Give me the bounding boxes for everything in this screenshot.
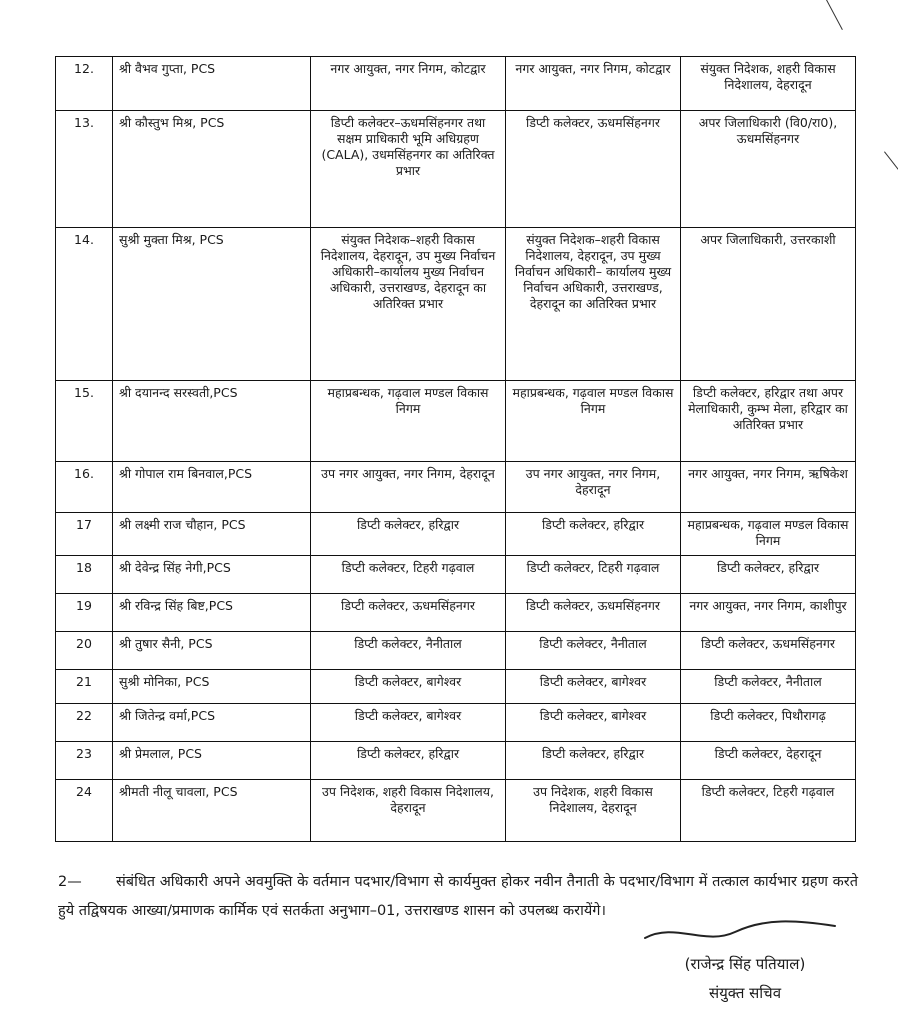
row-number: 21	[56, 670, 113, 704]
table-row	[56, 513, 856, 556]
new-posting: डिप्टी कलेक्टर, देहरादून	[681, 742, 856, 780]
row-number: 20	[56, 632, 113, 670]
row-number: 24	[56, 780, 113, 842]
officer-name: श्री तुषार सैनी, PCS	[113, 632, 311, 670]
signature-mark	[635, 912, 845, 952]
new-posting: महाप्रबन्धक, गढ़वाल मण्डल विकास निगम	[681, 513, 856, 556]
table-row	[56, 704, 856, 742]
officer-name: सुश्री मोनिका, PCS	[113, 670, 311, 704]
current-post: उप निदेशक, शहरी विकास निदेशालय, देहरादून	[311, 780, 506, 842]
current-post: महाप्रबन्धक, गढ़वाल मण्डल विकास निगम	[311, 381, 506, 462]
officer-name: श्री दयानन्द सरस्वती,PCS	[113, 381, 311, 462]
new-posting: संयुक्त निदेशक, शहरी विकास निदेशालय, देहरादून	[681, 57, 856, 111]
officer-name: श्री देवेन्द्र सिंह नेगी,PCS	[113, 556, 311, 594]
current-post-corrected: डिप्टी कलेक्टर, टिहरी गढ़वाल	[506, 556, 681, 594]
row-number: 16.	[56, 462, 113, 513]
transfer-orders-table	[55, 56, 856, 842]
transfer-orders-body	[56, 57, 856, 842]
current-post: डिप्टी कलेक्टर, नैनीताल	[311, 632, 506, 670]
table-row	[56, 462, 856, 513]
new-posting: नगर आयुक्त, नगर निगम, काशीपुर	[681, 594, 856, 632]
current-post: डिप्टी कलेक्टर, बागेश्वर	[311, 704, 506, 742]
current-post: डिप्टी कलेक्टर, हरिद्वार	[311, 742, 506, 780]
row-number: 14.	[56, 228, 113, 381]
officer-name: श्री लक्ष्मी राज चौहान, PCS	[113, 513, 311, 556]
table-row	[56, 742, 856, 780]
current-post-corrected: उप नगर आयुक्त, नगर निगम, देहरादून	[506, 462, 681, 513]
current-post: संयुक्त निदेशक–शहरी विकास निदेशालय, देहरादून, उप मुख्य निर्वाचन अधिकारी–कार्यालय मुख्य निर्वाचन अधिकारी, उत्तराखण्ड, देहरादून का अतिरिक्त प्रभार	[311, 228, 506, 381]
officer-name: श्री जितेन्द्र वर्मा,PCS	[113, 704, 311, 742]
officer-name: श्री वैभव गुप्ता, PCS	[113, 57, 311, 111]
current-post: डिप्टी कलेक्टर, बागेश्वर	[311, 670, 506, 704]
current-post-corrected: डिप्टी कलेक्टर, नैनीताल	[506, 632, 681, 670]
current-post-corrected: डिप्टी कलेक्टर, बागेश्वर	[506, 704, 681, 742]
table-row	[56, 556, 856, 594]
current-post-corrected: डिप्टी कलेक्टर, ऊधमसिंहनगर	[506, 111, 681, 228]
current-post-corrected: महाप्रबन्धक, गढ़वाल मण्डल विकास निगम	[506, 381, 681, 462]
officer-name: श्री गोपाल राम बिनवाल,PCS	[113, 462, 311, 513]
current-post: डिप्टी कलेक्टर, ऊधमसिंहनगर	[311, 594, 506, 632]
new-posting: डिप्टी कलेक्टर, टिहरी गढ़वाल	[681, 780, 856, 842]
officer-name: श्री रविन्द्र सिंह बिष्ट,PCS	[113, 594, 311, 632]
new-posting: डिप्टी कलेक्टर, नैनीताल	[681, 670, 856, 704]
current-post: नगर आयुक्त, नगर निगम, कोटद्वार	[311, 57, 506, 111]
table-row	[56, 780, 856, 842]
row-number: 12.	[56, 57, 113, 111]
scan-edge-mark-right	[884, 151, 898, 180]
new-posting: डिप्टी कलेक्टर, पिथौरागढ़	[681, 704, 856, 742]
table-row	[56, 381, 856, 462]
row-number: 17	[56, 513, 113, 556]
current-post: उप नगर आयुक्त, नगर निगम, देहरादून	[311, 462, 506, 513]
current-post: डिप्टी कलेक्टर, हरिद्वार	[311, 513, 506, 556]
row-number: 18	[56, 556, 113, 594]
table-row	[56, 632, 856, 670]
current-post-corrected: उप निदेशक, शहरी विकास निदेशालय, देहरादून	[506, 780, 681, 842]
officer-name: श्रीमती नीलू चावला, PCS	[113, 780, 311, 842]
paragraph-text: संबंधित अधिकारी अपने अवमुक्ति के वर्तमान पदभार/विभाग से कार्यमुक्त होकर नवीन तैनाती के पदभार/विभाग में तत्काल कार्यभार ग्रहण करते हुये तद्विषयक आख्या/प्रमाणक कार्मिक एवं सतर्कता अनुभाग–01, उत्तराखण्ड शासन को उपलब्ध करायेंगे।	[58, 874, 858, 919]
new-posting: नगर आयुक्त, नगर निगम, ऋषिकेश	[681, 462, 856, 513]
table-row	[56, 228, 856, 381]
current-post: डिप्टी कलेक्टर, टिहरी गढ़वाल	[311, 556, 506, 594]
new-posting: अपर जिलाधिकारी, उत्तरकाशी	[681, 228, 856, 381]
current-post-corrected: संयुक्त निदेशक–शहरी विकास निदेशालय, देहरादून, उप मुख्य निर्वाचन अधिकारी– कार्यालय मुख्य निर्वाचन अधिकारी, उत्तराखण्ड, देहरादून का अतिरिक्त प्रभार	[506, 228, 681, 381]
current-post-corrected: डिप्टी कलेक्टर, हरिद्वार	[506, 742, 681, 780]
table-row	[56, 670, 856, 704]
table-row	[56, 57, 856, 111]
current-post-corrected: डिप्टी कलेक्टर, हरिद्वार	[506, 513, 681, 556]
row-number: 19	[56, 594, 113, 632]
scan-edge-mark-top	[826, 0, 843, 30]
new-posting: डिप्टी कलेक्टर, ऊधमसिंहनगर	[681, 632, 856, 670]
table-row	[56, 111, 856, 228]
officer-name: सुश्री मुक्ता मिश्र, PCS	[113, 228, 311, 381]
signatory-designation: संयुक्त सचिव	[708, 984, 782, 1002]
row-number: 22	[56, 704, 113, 742]
current-post: डिप्टी कलेक्टर–ऊधमसिंहनगर तथा सक्षम प्राधिकारी भूमि अधिग्रहण (CALA), उधमसिंहनगर का अतिरिक्त प्रभार	[311, 111, 506, 228]
officer-name: श्री कौस्तुभ मिश्र, PCS	[113, 111, 311, 228]
paragraph-number: 2—	[58, 874, 82, 890]
new-posting: डिप्टी कलेक्टर, हरिद्वार	[681, 556, 856, 594]
current-post-corrected: नगर आयुक्त, नगर निगम, कोटद्वार	[506, 57, 681, 111]
officer-name: श्री प्रेमलाल, PCS	[113, 742, 311, 780]
new-posting: डिप्टी कलेक्टर, हरिद्वार तथा अपर मेलाधिकारी, कुम्भ मेला, हरिद्वार का अतिरिक्त प्रभार	[681, 381, 856, 462]
row-number: 13.	[56, 111, 113, 228]
current-post-corrected: डिप्टी कलेक्टर, ऊधमसिंहनगर	[506, 594, 681, 632]
table-row	[56, 594, 856, 632]
signatory-name: (राजेन्द्र सिंह पतियाल)	[684, 955, 806, 973]
row-number: 23	[56, 742, 113, 780]
row-number: 15.	[56, 381, 113, 462]
new-posting: अपर जिलाधिकारी (वि0/रा0), ऊधमसिंहनगर	[681, 111, 856, 228]
current-post-corrected: डिप्टी कलेक्टर, बागेश्वर	[506, 670, 681, 704]
